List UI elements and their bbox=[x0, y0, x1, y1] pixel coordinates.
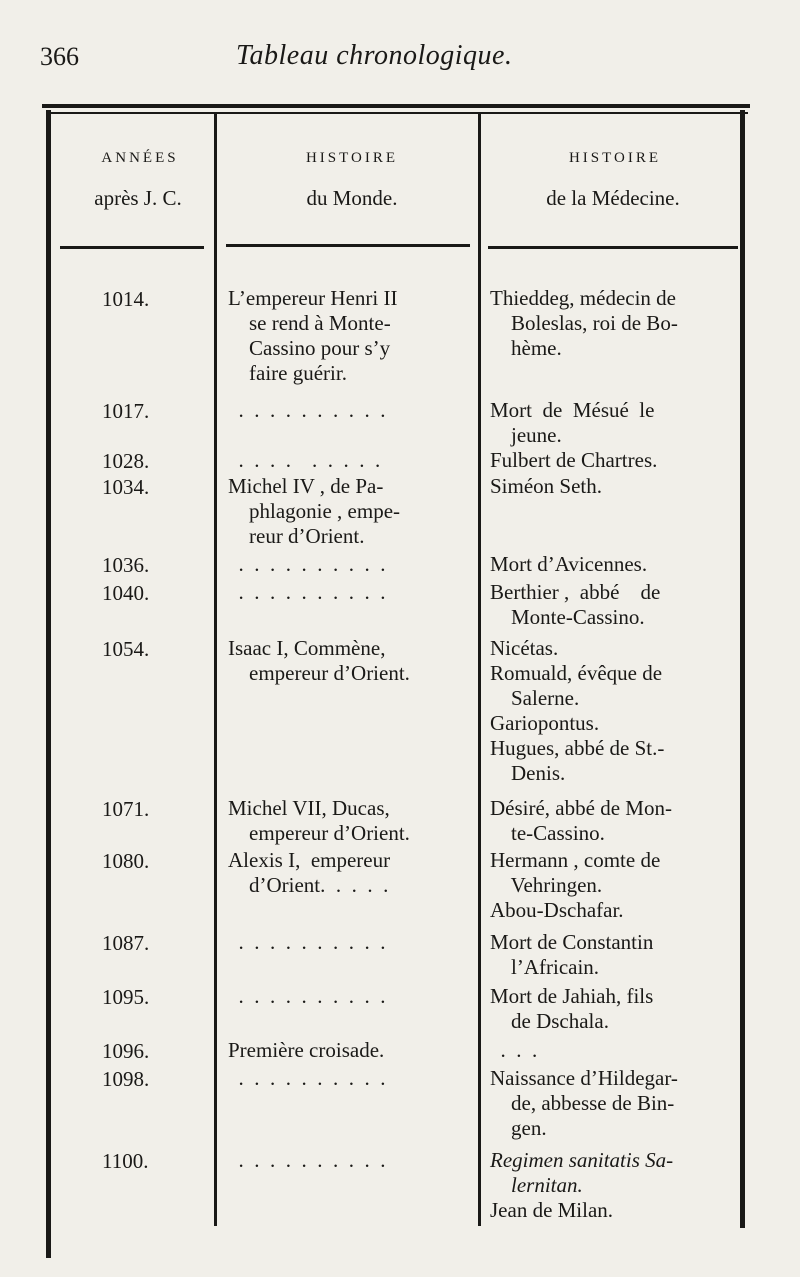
header-histoire-medecine: HISTOIRE bbox=[568, 150, 662, 166]
medicine-history-cell: Thieddeg, médecin de Boleslas, roi de Bo- hème. bbox=[490, 286, 678, 360]
year-cell: 1017. bbox=[102, 399, 150, 423]
year-cell: 1014. bbox=[102, 287, 150, 311]
medicine-history-cell: Siméon Seth. bbox=[490, 474, 603, 498]
header-de-la-medecine: de la Médecine. bbox=[546, 186, 680, 210]
year-cell: 1040. bbox=[102, 581, 150, 605]
medicine-history-cell: Berthier , abbé de Monte-Cassino. bbox=[490, 580, 661, 629]
header-rule-col1 bbox=[60, 246, 204, 249]
world-history-cell: . . . . . . . . . . bbox=[228, 930, 386, 954]
medicine-history-cell: Hermann , comte de Vehringen. Abou-Dschafar. bbox=[490, 848, 661, 922]
world-history-cell: L’empereur Henri II se rend à Monte- Cassino pour s’y faire guérir. bbox=[228, 286, 398, 385]
header-rule-col2 bbox=[226, 244, 470, 247]
column-separator-2 bbox=[478, 114, 481, 1226]
table-right-rule bbox=[740, 110, 745, 1228]
header-apres-jc: après J. C. bbox=[94, 186, 182, 210]
table-top-rule-thin bbox=[48, 112, 748, 114]
world-history-cell: Isaac I, Commène, empereur d’Orient. bbox=[228, 636, 410, 685]
world-history-cell: . . . . . . . . . . bbox=[228, 1148, 386, 1172]
medicine-history-cell: Mort d’Avicennes. bbox=[490, 552, 648, 576]
year-cell: 1034. bbox=[102, 475, 150, 499]
header-rule-col3 bbox=[488, 246, 738, 249]
world-history-cell: Alexis I, empereur d’Orient. . . . . bbox=[228, 848, 391, 897]
medicine-history-cell: . . . bbox=[490, 1038, 538, 1062]
medicine-history-cell: Naissance d’Hildegar- de, abbesse de Bin- gen. bbox=[490, 1066, 678, 1140]
medicine-history-cell: Mort de Mésué le jeune. bbox=[490, 398, 655, 447]
running-title: Tableau chronologique. bbox=[236, 40, 513, 71]
medicine-history-cell: Mort de Jahiah, fils de Dschala. bbox=[490, 984, 654, 1033]
year-cell: 1098. bbox=[102, 1067, 150, 1091]
medicine-history-cell: Désiré, abbé de Mon- te-Cassino. bbox=[490, 796, 672, 845]
year-cell: 1100. bbox=[102, 1149, 149, 1173]
medicine-history-cell: Nicétas. Romuald, évêque de Salerne. Gariopontus. Hugues, abbé de St.- Denis. bbox=[490, 636, 665, 785]
world-history-cell: . . . . . . . . . bbox=[228, 448, 381, 472]
medicine-history-cell: Mort de Constantin l’Africain. bbox=[490, 930, 654, 979]
column-separator-1 bbox=[214, 114, 217, 1226]
year-cell: 1095. bbox=[102, 985, 150, 1009]
year-cell: 1036. bbox=[102, 553, 150, 577]
year-cell: 1071. bbox=[102, 797, 150, 821]
world-history-cell: Michel IV , de Pa- phlagonie , empe- reur d’Orient. bbox=[228, 474, 401, 548]
world-history-cell: Michel VII, Ducas, empereur d’Orient. bbox=[228, 796, 410, 845]
year-cell: 1080. bbox=[102, 849, 150, 873]
year-cell: 1096. bbox=[102, 1039, 150, 1063]
world-history-cell: Première croisade. bbox=[228, 1038, 385, 1062]
year-cell: 1054. bbox=[102, 637, 150, 661]
world-history-cell: . . . . . . . . . . bbox=[228, 552, 386, 576]
header-du-monde: du Monde. bbox=[306, 186, 398, 210]
medicine-history-cell: Jean de Milan. bbox=[490, 1198, 614, 1222]
table-top-rule bbox=[42, 104, 750, 108]
world-history-cell: . . . . . . . . . . bbox=[228, 580, 386, 604]
table-left-rule bbox=[46, 110, 51, 1258]
world-history-cell: . . . . . . . . . . bbox=[228, 984, 386, 1008]
world-history-cell: . . . . . . . . . . bbox=[228, 398, 386, 422]
medicine-history-cell: Regimen sanitatis Sa- lernitan. bbox=[490, 1148, 674, 1197]
header-histoire-monde: HISTOIRE bbox=[305, 150, 399, 166]
world-history-cell: . . . . . . . . . . bbox=[228, 1066, 386, 1090]
year-cell: 1087. bbox=[102, 931, 150, 955]
header-annees: ANNÉES bbox=[101, 150, 179, 166]
page-number: 366 bbox=[40, 42, 79, 71]
medicine-history-cell: Fulbert de Chartres. bbox=[490, 448, 658, 472]
year-cell: 1028. bbox=[102, 449, 150, 473]
